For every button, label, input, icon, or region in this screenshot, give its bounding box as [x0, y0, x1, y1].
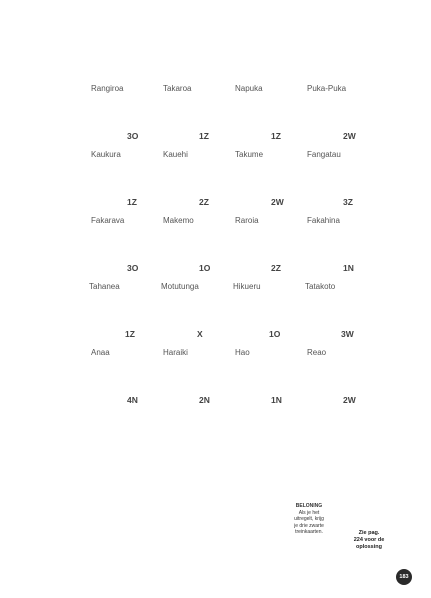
island-name: Motutunga — [161, 282, 199, 291]
move-code: 3W — [341, 329, 354, 339]
island-name: Fangatau — [307, 150, 341, 159]
reward-line: je drie zwarte — [294, 522, 324, 529]
island-name: Hikueru — [233, 282, 261, 291]
island-name: Reao — [307, 348, 327, 357]
move-code: X — [197, 329, 203, 339]
page-number: 183 — [396, 569, 412, 585]
reward-line: treinkaarten. — [295, 529, 323, 535]
reward-line: Als je het — [298, 509, 320, 516]
move-code: 4N — [127, 395, 138, 405]
island-name: Makemo — [163, 216, 194, 225]
move-code: 1N — [271, 395, 282, 405]
reward-title: BELONING — [295, 503, 323, 509]
island-name: Tatakoto — [305, 282, 336, 291]
island-name: Haraiki — [163, 348, 188, 357]
move-code: 2W — [271, 197, 284, 207]
solution-reference-line: oplossing — [356, 544, 382, 550]
move-code: 1Z — [271, 131, 281, 141]
island-name: Fakahina — [307, 216, 340, 225]
island-name: Kaukura — [91, 150, 121, 159]
island-name: Takaroa — [163, 84, 192, 93]
island-name: Raroia — [235, 216, 259, 225]
island-name: Kauehi — [163, 150, 188, 159]
island-name: Takume — [235, 150, 264, 159]
move-code: 3Z — [343, 197, 353, 207]
move-code: 1Z — [127, 197, 137, 207]
reward-line: uitregelt, krijg — [294, 516, 324, 522]
solution-reference-line: 224 voor de — [353, 537, 385, 543]
solution-reference — [343, 530, 395, 551]
island-name: Rangiroa — [91, 84, 124, 93]
island-name: Tahanea — [89, 282, 120, 291]
solution-reference-line: Zie pag. — [358, 530, 380, 536]
island-name: Napuka — [235, 84, 263, 93]
move-code: 1Z — [125, 329, 135, 339]
move-code: 2Z — [271, 263, 281, 273]
move-code: 2W — [343, 131, 356, 141]
move-code: 1Z — [199, 131, 209, 141]
reward-note — [286, 503, 332, 536]
move-code: 1O — [269, 329, 281, 339]
island-name: Fakarava — [91, 216, 125, 225]
island-name: Anaa — [91, 348, 110, 357]
island-name: Puka-Puka — [307, 84, 347, 93]
move-code: 3O — [127, 263, 139, 273]
island-name: Hao — [235, 348, 250, 357]
move-code: 1N — [343, 263, 354, 273]
move-code: 2Z — [199, 197, 209, 207]
move-code: 2W — [343, 395, 356, 405]
move-code: 1O — [199, 263, 211, 273]
move-code: 3O — [127, 131, 139, 141]
move-code: 2N — [199, 395, 210, 405]
